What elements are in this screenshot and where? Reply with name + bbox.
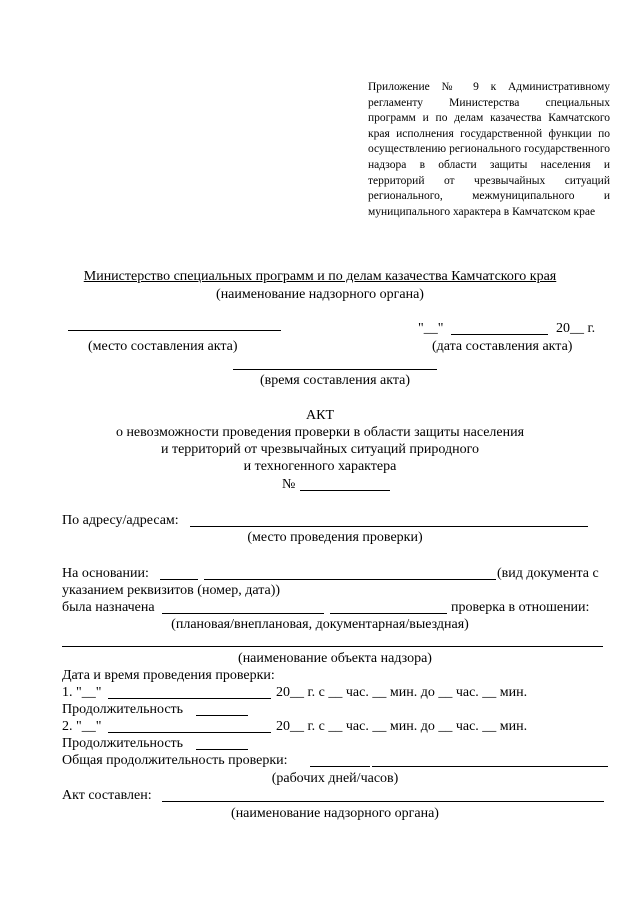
compiled-blank[interactable] [162,801,604,802]
datetime-label: Дата и время проведения проверки: [62,668,275,683]
object-caption: (наименование объекта надзора) [238,651,432,666]
row1-duration-blank[interactable] [196,715,248,716]
row1-duration-label: Продолжительность [62,702,184,717]
assigned-label: была назначена [62,600,155,615]
act-subtitle-3: и техногенного характера [243,459,397,474]
basis-blank[interactable] [204,579,496,580]
address-caption: (место проведения проверки) [247,530,423,545]
row1-number: 1. "__" [62,685,102,700]
row2-date-blank[interactable] [108,732,271,733]
authority-caption: (наименование надзорного органа) [216,287,424,302]
row1-date-blank[interactable] [108,698,271,699]
basis-line2: указанием реквизитов (номер, дата)) [62,583,281,598]
time-caption: (время составления акта) [259,373,411,388]
date-caption: (дата составления акта) [432,339,573,354]
address-label: По адресу/адресам: [62,513,179,528]
row1-time: 20__ г. с __ час. __ мин. до __ час. __ мин. [276,685,528,700]
authority-name: Министерство специальных программ и по делам казачества Камчатского края [83,269,557,284]
basis-blank-short[interactable] [160,579,198,580]
basis-label: На основании: [62,566,149,581]
assigned-suffix: проверка в отношении: [451,600,590,615]
address-blank[interactable] [190,526,588,527]
basis-suffix: (вид документа с [497,566,599,581]
act-title: АКТ [306,408,334,423]
total-duration-blank-1[interactable] [310,766,370,767]
date-blank[interactable] [451,334,548,335]
total-duration-caption: (рабочих дней/часов) [271,771,399,786]
time-blank[interactable] [233,369,437,370]
check-type-caption: (плановая/внеплановая, документарная/выездная) [171,617,469,632]
assigned-blank-2[interactable] [330,613,447,614]
place-caption: (место составления акта) [88,339,238,354]
act-subtitle-2: и территорий от чрезвычайных ситуаций природного [160,442,480,457]
act-subtitle-1: о невозможности проведения проверки в области защиты населения [115,425,525,440]
date-day: "__" [418,321,444,336]
number-blank[interactable] [300,490,390,491]
date-year: 20__ г. [556,321,596,336]
appendix-note: Приложение № 9 к Административному регламенту Министерства специальных программ и по делам казачества Камчатского края исполнения государственной функции по осуществлению регионального государственного надзора в области защиты населения и территорий от чрезвычайных ситуаций регионального, межмуниципального и муниципального характера в Камчатском крае [368,81,610,218]
compiled-caption: (наименование надзорного органа) [231,806,439,821]
object-blank[interactable] [62,646,603,647]
row2-duration-blank[interactable] [196,749,248,750]
total-duration-label: Общая продолжительность проверки: [62,753,288,768]
place-blank[interactable] [68,330,281,331]
assigned-blank-1[interactable] [162,613,324,614]
row2-time: 20__ г. с __ час. __ мин. до __ час. __ мин. [276,719,528,734]
total-duration-blank-2[interactable] [372,766,608,767]
number-sign: № [282,477,296,492]
row2-duration-label: Продолжительность [62,736,184,751]
row2-number: 2. "__" [62,719,102,734]
compiled-label: Акт составлен: [62,788,152,803]
